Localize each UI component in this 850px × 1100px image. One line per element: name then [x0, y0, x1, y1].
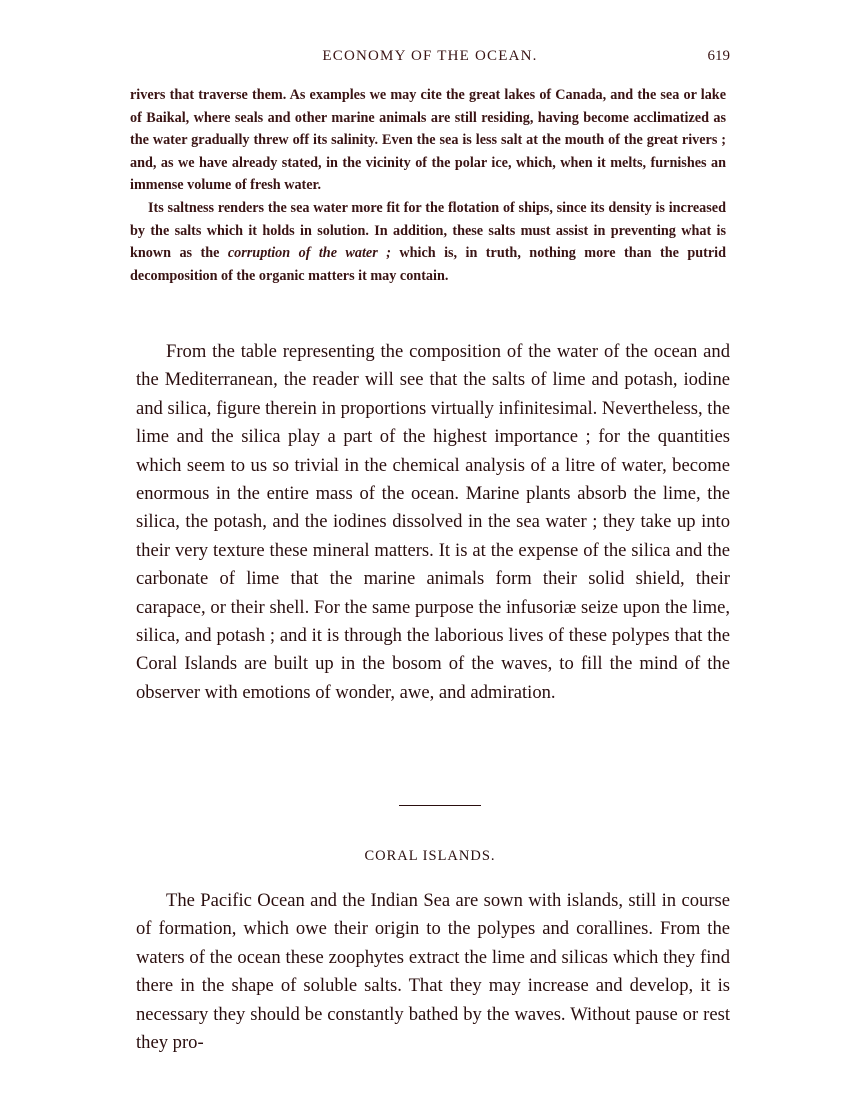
small-paragraph-1 — [130, 84, 726, 197]
small-paragraph-2-text-before: Its saltness renders the sea water more fit for the flotation of ships, since its density is increased by the salts which it holds in solution. In addition, these salts must assist in preventing what is known as the — [130, 199, 726, 262]
small-print-block — [130, 84, 726, 287]
page-number: 619 — [707, 48, 730, 64]
small-paragraph-2 — [130, 197, 726, 287]
section-paragraph: The Pacific Ocean and the Indian Sea are sown with islands, still in course of formation, which owe their origin to the polypes and corallines. From the waters of the ocean these zoophytes extract the lime and silicas which they find there in the shape of soluble salts. That they may increase and develop, it is necessary they should be constantly bathed by the waves. Without pause or rest they pro- — [136, 890, 730, 1054]
running-title: ECONOMY OF THE OCEAN. — [322, 48, 538, 64]
main-paragraph: From the table representing the composition of the water of the ocean and the Mediterranean, the reader will see that the salts of lime and potash, iodine and silica, figure therein in proportions virtually infinitesimal. Nevertheless, the lime and the silica play a part of the highest importance ; for the quantities which seem to us so trivial in the chemical analysis of a litre of water, become enormous in the entire mass of the ocean. Marine plants absorb the lime, the silica, the potash, and the iodines dissolved in the sea water ; they take up into their very texture these mineral matters. It is at the expense of the silica and the carbonate of lime that the marine animals form their solid shield, their carapace, or their shell. For the same purpose the infusoriæ seize upon the lime, silica, and potash ; and it is through the laborious lives of these polypes that the Coral Islands are built up in the bosom of the waves, to fill the mind of the observer with emotions of wonder, awe, and admiration. — [136, 341, 730, 703]
small-paragraph-1-text: rivers that traverse them. As examples we may cite the great lakes of Canada, and the sea or lake of Baikal, where seals and other marine animals are still residing, having become acclimatized as the water gradually threw off its salinity. Even the sea is less salt at the mouth of the great rivers ; and, as we have already stated, in the vicinity of the polar ice, which, when it melts, furnishes an immense volume of fresh water. — [130, 87, 726, 194]
section-divider — [399, 805, 481, 806]
section-text-block — [136, 887, 730, 1057]
main-text-block — [136, 338, 730, 707]
running-head — [130, 48, 730, 70]
small-paragraph-2-emphasis: corruption of the water ; — [227, 245, 391, 262]
section-heading: CORAL ISLANDS. — [364, 848, 496, 864]
small-paragraph-2-text-after: which is, in truth, nothing more than the putrid decomposition of the organic matters it may contain. — [130, 245, 726, 284]
